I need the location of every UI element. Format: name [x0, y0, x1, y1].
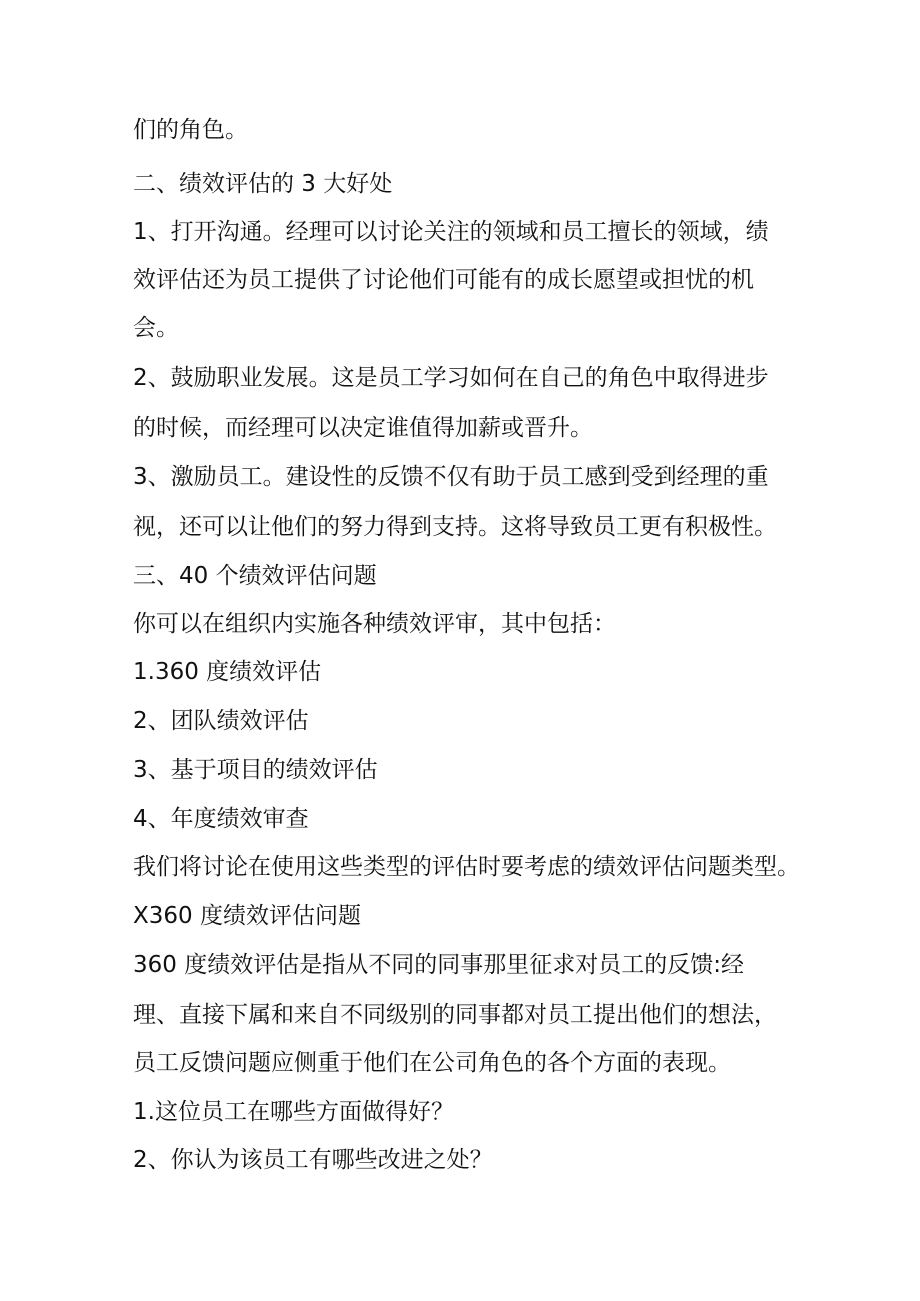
question-item: 2、你认为该员工有哪些改进之处？: [133, 1147, 493, 1173]
text-line: 们的角色。: [133, 117, 248, 143]
text-line: 3、激励员工。建设性的反馈不仅有助于员工感到受到经理的重: [133, 464, 769, 490]
text-line: 员工反馈问题应侧重于他们在公司角色的各个方面的表现。: [133, 1050, 731, 1076]
text-line: 会。: [133, 315, 179, 341]
section-heading: 三、40 个绩效评估问题: [133, 563, 377, 589]
text-line: 我们将讨论在使用这些类型的评估时要考虑的绩效评估问题类型。: [133, 854, 800, 880]
list-item: 2、团队绩效评估: [133, 708, 309, 734]
section-heading: 二、绩效评估的 3 大好处: [133, 171, 393, 197]
list-item: 1.360 度绩效评估: [133, 659, 322, 685]
list-item: 3、基于项目的绩效评估: [133, 757, 378, 783]
section-heading: X360 度绩效评估问题: [133, 903, 361, 929]
list-item: 4、年度绩效审查: [133, 806, 309, 832]
text-line: 的时候，而经理可以决定谁值得加薪或晋升。: [133, 415, 593, 441]
text-line: 视，还可以让他们的努力得到支持。这将导致员工更有积极性。: [133, 514, 777, 540]
text-line: 你可以在组织内实施各种绩效评审，其中包括：: [133, 611, 616, 637]
text-line: 1、打开沟通。经理可以讨论关注的领域和员工擅长的领域，绩: [133, 219, 769, 245]
text-line: 效评估还为员工提供了讨论他们可能有的成长愿望或担忧的机: [133, 267, 754, 293]
question-item: 1.这位员工在哪些方面做得好？: [133, 1099, 454, 1125]
text-line: 2、鼓励职业发展。这是员工学习如何在自己的角色中取得进步: [133, 365, 769, 391]
text-line: 理、直接下属和来自不同级别的同事都对员工提出他们的想法，: [133, 1002, 777, 1028]
text-line: 360 度绩效评估是指从不同的同事那里征求对员工的反馈:经: [133, 952, 744, 978]
